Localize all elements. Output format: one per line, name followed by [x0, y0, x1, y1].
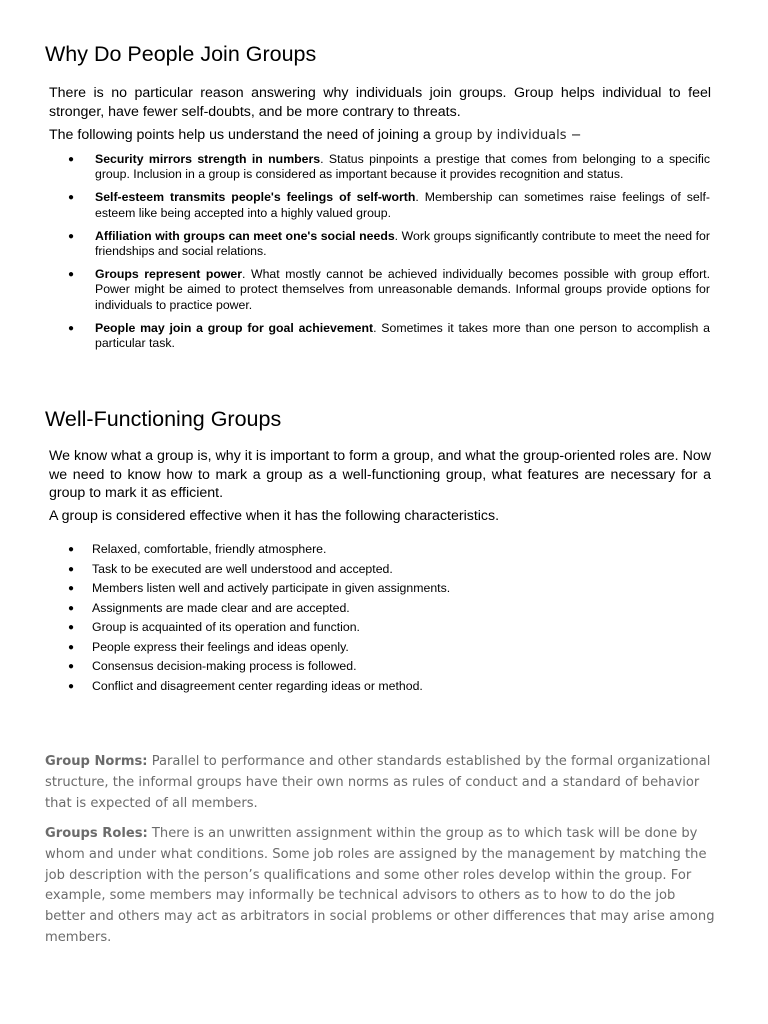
point-heading: Groups represent power [95, 267, 243, 282]
point-heading: Security mirrors strength in numbers [95, 152, 321, 166]
list-item [0, 152, 710, 182]
characteristic-text: Group is acquainted of its operation and function. [92, 620, 360, 634]
list-item [0, 267, 710, 313]
bullet-dot-icon: ● [68, 192, 75, 204]
bullet-dot-icon: ● [68, 563, 75, 575]
group-roles-label: Groups Roles: [45, 826, 148, 841]
list-item [0, 581, 768, 601]
list-item [0, 321, 710, 351]
list-item [0, 190, 710, 220]
group-norms-text: Parallel to performance and other standards established by the formal organizational structure, the informal groups have their own norms as rules of conduct and a standard of behavior that is expected of all members. [45, 754, 711, 811]
section-title-well-functioning: Well-Functioning Groups [45, 407, 282, 431]
bullet-dot-icon: ● [68, 544, 75, 555]
bullet-dot-icon: ● [68, 641, 75, 653]
points-lead-text: The following points help us understand the need of joining a [49, 127, 435, 143]
list-item [0, 679, 768, 699]
point-body: . Membership can sometimes raise feelings of self-esteem like being accepted into a highly valued group. [95, 190, 710, 220]
point-heading: Affiliation with groups can meet one's social needs [95, 228, 395, 243]
points-lead-alt: group by individuals − [434, 128, 582, 143]
point-body: . Status pinpoints a prestige that comes from belonging to a specific group. Inclusion in a group is considered as important because it provides recognition and status. [95, 152, 710, 182]
point-heading: Self-esteem transmits people's feelings of self-worth [95, 190, 416, 205]
characteristic-text: Members listen well and actively participate in given assignments. [92, 581, 451, 595]
list-item [0, 659, 768, 679]
list-item [0, 620, 768, 640]
group-norms-label: Group Norms: [45, 754, 148, 769]
bullet-dot-icon: ● [68, 622, 75, 633]
list-item [0, 229, 710, 259]
why-join-points-lead [49, 126, 711, 146]
characteristic-text: Relaxed, comfortable, friendly atmosphere. [92, 542, 327, 556]
bullet-dot-icon: ● [68, 230, 75, 242]
well-functioning-intro: We know what a group is, why it is important to form a group, and what the group-oriented roles are. Now we need to know how to mark a group as a well-functioning group, what features are necessary for a group to mark it as efficient. [49, 448, 711, 501]
list-item [0, 562, 768, 582]
characteristics-lead: A group is considered effective when it has the following characteristics. [49, 508, 500, 524]
point-body: . Sometimes it takes more than one person to accomplish a particular task. [95, 320, 711, 351]
group-norms-paragraph [45, 752, 715, 814]
bullet-dot-icon: ● [68, 661, 75, 672]
characteristic-text: Conflict and disagreement center regarding ideas or method. [92, 678, 423, 693]
bullet-dot-icon: ● [68, 322, 75, 334]
characteristic-text: Consensus decision-making process is followed. [92, 659, 357, 673]
bullet-dot-icon: ● [68, 680, 75, 692]
why-join-points-list [0, 152, 768, 351]
bullet-dot-icon: ● [68, 602, 75, 614]
bullet-dot-icon: ● [68, 269, 75, 281]
bullet-dot-icon: ● [68, 154, 75, 165]
point-body: . What mostly cannot be achieved individually becomes possible with group effort. Power might be aimed to protect themselves from unreasonable demands. Informal groups provide options for individuals to practice power. [95, 267, 710, 312]
list-item [0, 542, 768, 562]
characteristics-list [0, 542, 768, 698]
section-title-why-join: Why Do People Join Groups [45, 42, 317, 66]
list-item [0, 601, 768, 621]
why-join-intro: There is no particular reason answering why individuals join groups. Group helps individual to feel stronger, have fewer self-doubts, and be more contrary to threats. [49, 85, 711, 120]
group-roles-paragraph [45, 824, 715, 949]
list-item [0, 640, 768, 660]
point-heading: People may join a group for goal achievement [95, 320, 374, 335]
group-roles-text: There is an unwritten assignment within the group as to which task will be done by whom and under what conditions. Some job roles are assigned by the management by matching the job description with the person’s qualifications and some other roles develop within the group. For example, some members may informally be technical advisors to others as to how to do the job better and others may act as arbitrators in social problems or other differences that may arise among members. [45, 826, 715, 945]
bullet-dot-icon: ● [68, 583, 75, 594]
characteristic-text: People express their feelings and ideas openly. [92, 639, 349, 654]
characteristic-text: Task to be executed are well understood and accepted. [92, 561, 393, 576]
characteristic-text: Assignments are made clear and are accepted. [92, 600, 350, 615]
point-body: . Work groups significantly contribute to meet the need for friendships and social relations. [95, 228, 710, 259]
